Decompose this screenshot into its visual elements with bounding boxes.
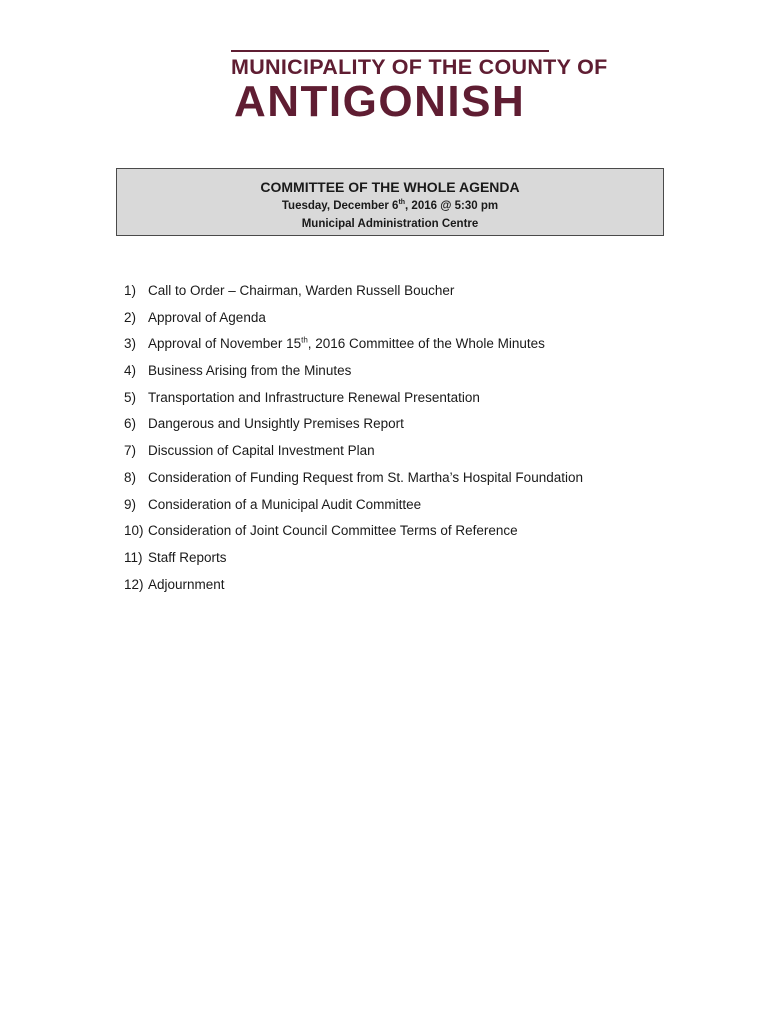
agenda-item-text: Dangerous and Unsightly Premises Report [148,416,404,432]
agenda-title: COMMITTEE OF THE WHOLE AGENDA [260,179,520,195]
agenda-header-box [116,168,664,236]
agenda-item-number: 4) [124,363,137,379]
municipality-logo [231,50,608,126]
agenda-item [124,522,684,549]
agenda-item-text: Consideration of Funding Request from St. Martha’s Hospital Foundation [148,469,583,485]
logo-line-antigonish: ANTIGONISH [234,77,526,126]
agenda-item [124,469,684,496]
agenda-item-text: Approval of November 15 [148,336,302,352]
agenda-item [124,442,684,469]
agenda-item-text: Transportation and Infrastructure Renewal Presentation [148,389,480,405]
agenda-item [124,549,684,576]
agenda-item [124,362,684,389]
agenda-item [124,496,684,523]
agenda-item-number: 8) [124,469,137,485]
agenda-item [124,576,684,603]
agenda-item [124,389,684,416]
meeting-date-suffix: th [398,199,406,207]
agenda-item-number: 1) [124,283,137,298]
agenda-item-number: 3) [124,336,137,352]
agenda-item [124,335,684,362]
agenda-item [124,282,684,309]
agenda-item-text: Consideration of a Municipal Audit Committee [148,496,422,512]
agenda-item-text: Approval of Agenda [148,309,266,325]
agenda-item-text: Staff Reports [148,549,227,565]
agenda-item-number: 7) [124,443,137,459]
logo-line-municipality: MUNICIPALITY OF THE COUNTY OF [231,55,608,79]
meeting-venue: Municipal Administration Centre [301,218,479,230]
agenda-item [124,415,684,442]
agenda-item-number: 5) [124,389,137,405]
agenda-item-text: Discussion of Capital Investment Plan [148,443,375,459]
agenda-item-number: 10) [124,523,144,539]
agenda-item-text: Consideration of Joint Council Committee Terms of Reference [148,523,518,539]
agenda-item-text: Business Arising from the Minutes [148,363,352,379]
agenda-item-ordinal: th [301,335,308,345]
logo-top-rule [231,50,549,52]
agenda-item-text: Call to Order – Chairman, Warden Russell Boucher [148,283,455,298]
agenda-item-text-end: , 2016 Committee of the Whole Minutes [307,336,545,352]
agenda-list [124,282,684,602]
agenda-item [124,309,684,336]
agenda-item-number: 9) [124,496,137,512]
agenda-item-number: 12) [124,576,144,592]
meeting-date [117,199,663,213]
agenda-item-number: 2) [124,309,137,325]
meeting-date-time: , 2016 @ 5:30 pm [405,200,499,212]
meeting-date-main: Tuesday, December 6 [281,200,399,212]
agenda-item-number: 11) [124,549,143,565]
agenda-item-number: 6) [124,416,137,432]
agenda-item-text: Adjournment [148,576,225,592]
